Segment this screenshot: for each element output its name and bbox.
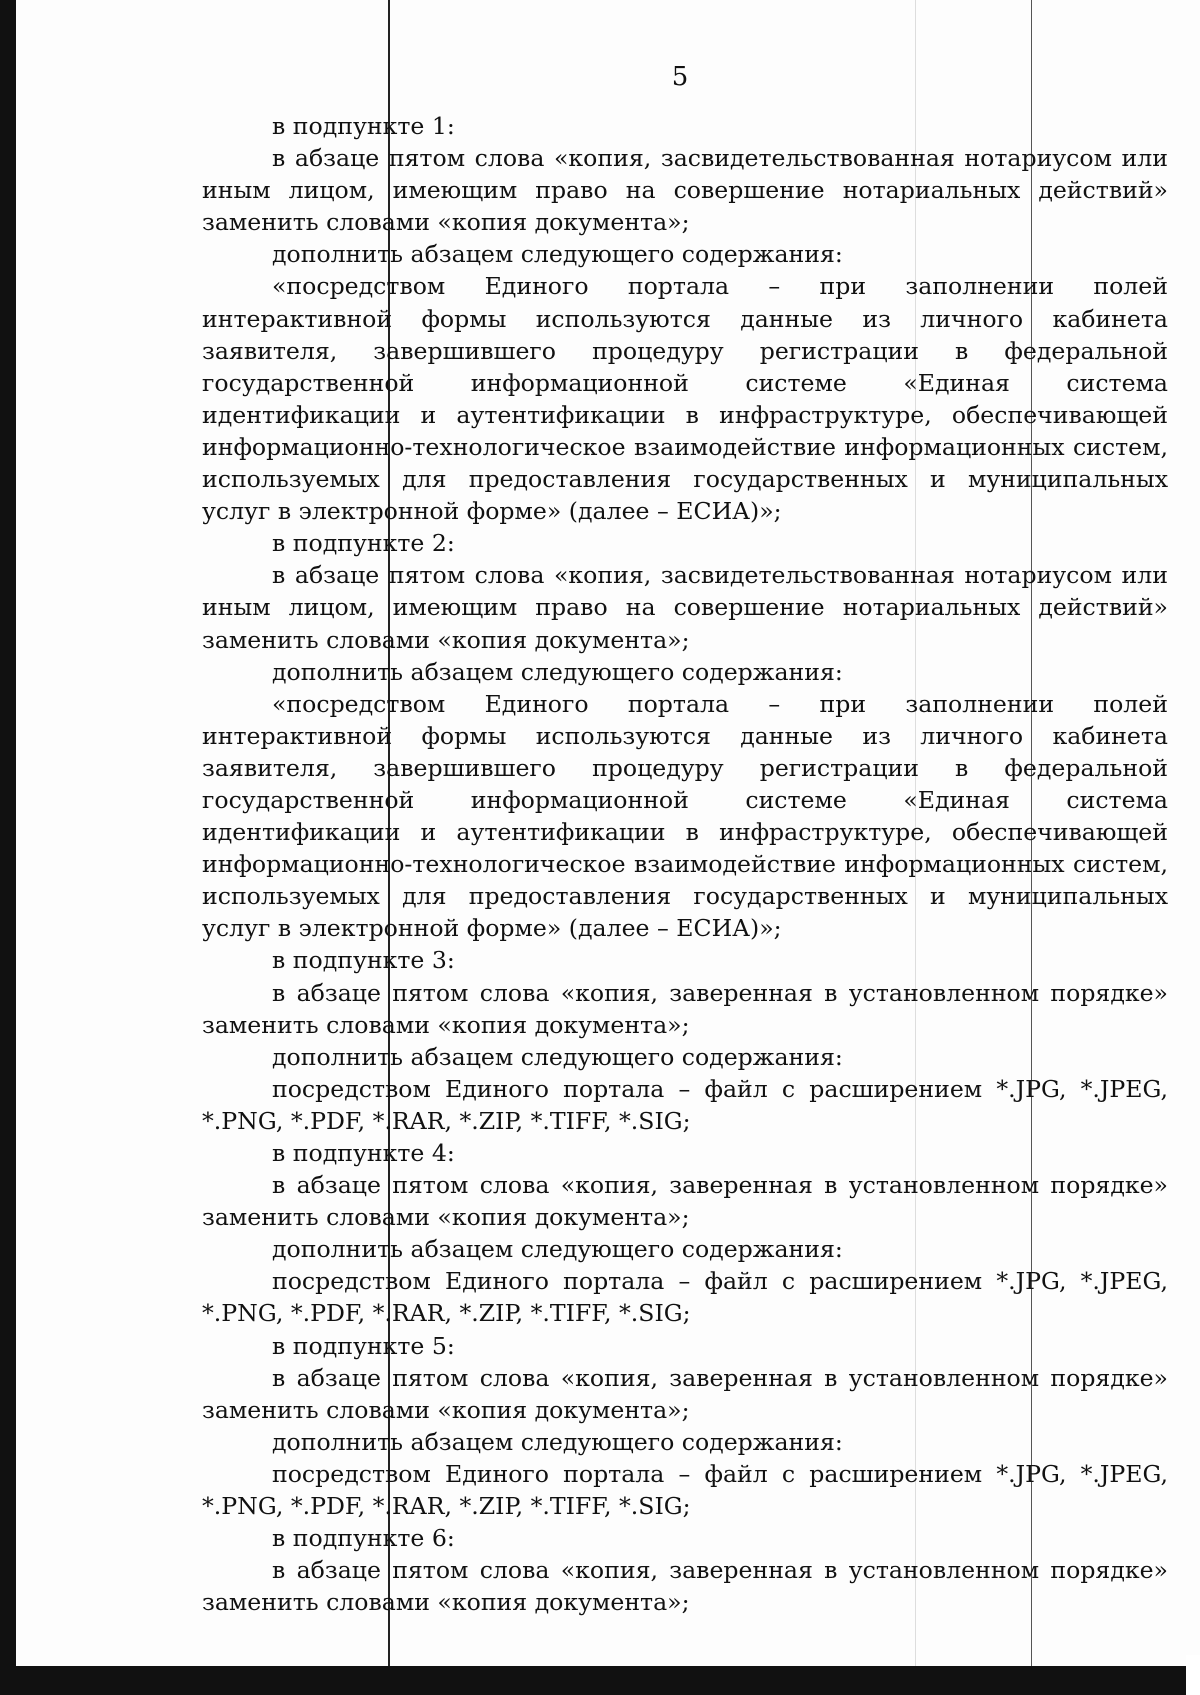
paragraph: в подпункте 6:	[272, 1524, 455, 1553]
paragraph: посредством Единого портала – файл с расширением *.JPG, *.JPEG, *.PNG, *.PDF, *.RAR, *.ZIP, *.TIFF, *.SIG;	[202, 1074, 1168, 1135]
paragraph: дополнить абзацем следующего содержания:	[272, 240, 843, 269]
paragraph: в подпункте 1:	[272, 112, 455, 140]
paragraph: посредством Единого портала – файл с расширением *.JPG, *.JPEG, *.PNG, *.PDF, *.RAR, *.ZIP, *.TIFF, *.SIG;	[202, 1267, 1168, 1328]
paragraph: «посредством Единого портала – при заполнении полей интерактивной формы используются данные из личного кабинета заявителя, завершившего процедуру регистрации в федеральной государственной информационной системе «Единая система идентификации и аутентификации в инфраструктуре, обеспечивающей информационно-технологическое взаимодействие информационных систем, используемых для предоставления государственных и муниципальных услуг в электронной форме» (далее – ЕСИА)»;	[202, 689, 1168, 943]
paragraph: в подпункте 5:	[272, 1331, 455, 1360]
paragraph: в абзаце пятом слова «копия, заверенная в установленном порядке» заменить словами «копия документа»;	[202, 978, 1168, 1039]
paragraph: в абзаце пятом слова «копия, заверенная в установленном порядке» заменить словами «копия документа»;	[202, 1556, 1168, 1617]
scan-border-gap	[1186, 1655, 1200, 1695]
paragraph: посредством Единого портала – файл с расширением *.JPG, *.JPEG, *.PNG, *.PDF, *.RAR, *.ZIP, *.TIFF, *.SIG;	[202, 1459, 1168, 1521]
paragraph: «посредством Единого портала – при заполнении полей интерактивной формы используются данные из личного кабинета заявителя, завершившего процедуру регистрации в федеральной государственной информационной системе «Единая система идентификации и аутентификации в инфраструктуре, обеспечивающей информационно-технологическое взаимодействие информационных систем, используемых для предоставления государственных и муниципальных услуг в электронной форме» (далее – ЕСИА)»;	[202, 272, 1168, 526]
paragraph: в абзаце пятом слова «копия, засвидетельствованная нотариусом или иным лицом, имеющим право на совершение нотариальных действий» заменить словами «копия документа»;	[202, 561, 1168, 654]
paragraph: дополнить абзацем следующего содержания:	[272, 1042, 843, 1071]
paragraph: в абзаце пятом слова «копия, засвидетельствованная нотариусом или иным лицом, имеющим право на совершение нотариальных действий» заменить словами «копия документа»;	[202, 144, 1168, 237]
paragraph: в абзаце пятом слова «копия, заверенная в установленном порядке» заменить словами «копия документа»;	[202, 1171, 1168, 1232]
paragraph: в подпункте 4:	[272, 1139, 455, 1167]
paragraph: в абзаце пятом слова «копия, заверенная в установленном порядке» заменить словами «копия документа»;	[202, 1363, 1168, 1424]
paragraph: в подпункте 2:	[272, 529, 455, 558]
scan-border-bottom	[0, 1666, 1200, 1695]
paragraph: дополнить абзацем следующего содержания:	[272, 1427, 843, 1456]
document-body	[202, 110, 1168, 1618]
scan-border-left	[0, 0, 16, 1695]
paragraph: дополнить абзацем следующего содержания:	[272, 1235, 843, 1264]
page-number: 5	[671, 62, 689, 92]
paragraph: в подпункте 3:	[272, 946, 455, 975]
paragraph: дополнить абзацем следующего содержания:	[272, 657, 843, 686]
